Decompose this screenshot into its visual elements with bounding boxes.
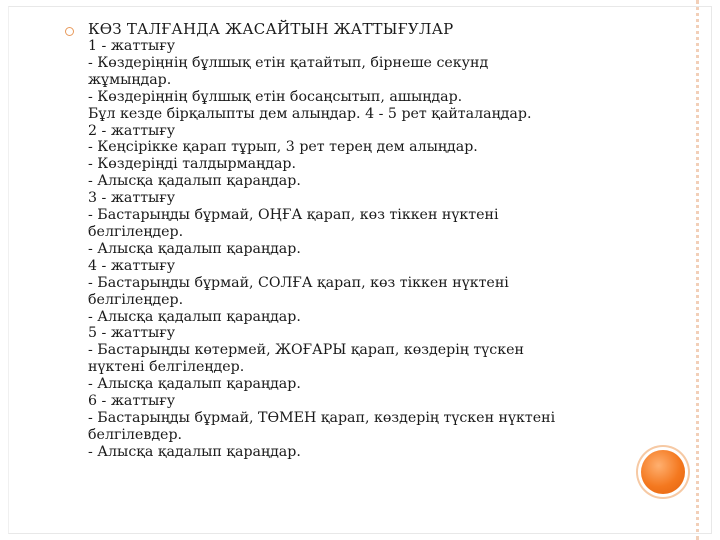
text-line: - Бастарыңды бұрмай, СОЛҒА қарап, көз тіккен нүктені xyxy=(88,274,509,291)
text-line: - Алысқа қадалып қараңдар. xyxy=(88,376,301,393)
text-line: - Көздеріңді талдырмаңдар. xyxy=(88,156,296,173)
text-line: 3 - жаттығу xyxy=(88,190,176,207)
text-line: белгілевдер. xyxy=(88,426,183,443)
text-line: 1 - жаттығу xyxy=(88,38,176,54)
text-line: - Көздеріңнің бұлшық етін қатайтып, бірнеше секунд xyxy=(88,54,489,71)
decorative-dotted-rule xyxy=(696,0,699,540)
text-line: - Көздеріңнің бұлшық етін босаңсытып, ашыңдар. xyxy=(88,88,463,105)
orange-circle-icon xyxy=(641,450,685,494)
text-line: белгілеңдер. xyxy=(88,291,184,308)
text-line: - Бастарыңды көтермей, ЖОҒАРЫ қарап, көздерің түскен xyxy=(88,342,524,359)
text-line: 4 - жаттығу xyxy=(88,257,176,274)
text-line: Бұл кезде бірқалыпты дем алыңдар. 4 - 5 рет қайталаңдар. xyxy=(88,105,532,122)
text-line: - Бастарыңды бұрмай, ОҢҒА қарап, көз тіккен нүктені xyxy=(88,207,499,224)
text-line: 2 - жаттығу xyxy=(88,122,176,139)
bullet-icon xyxy=(65,27,74,36)
text-line: - Кеңсірікке қарап тұрып, 3 рет терең дем алыңдар. xyxy=(88,139,478,156)
text-line: - Алысқа қадалып қараңдар. xyxy=(88,240,301,257)
text-line: нүктені белгілеңдер. xyxy=(88,359,245,376)
text-line: - Алысқа қадалып қараңдар. xyxy=(88,443,301,460)
text-line: 5 - жаттығу xyxy=(88,325,176,342)
text-line: - Бастарыңды бұрмай, ТӨМЕН қарап, көздерің түскен нүктені xyxy=(88,409,556,426)
text-line: белгілеңдер. xyxy=(88,223,184,240)
exercise-list xyxy=(88,38,688,461)
text-line: - Алысқа қадалып қараңдар. xyxy=(88,308,301,325)
text-line: - Алысқа қадалып қараңдар. xyxy=(88,173,301,190)
slide-title: КӨЗ ТАЛҒАНДА ЖАСАЙТЫН ЖАТТЫҒУЛАР xyxy=(88,20,454,38)
text-line: жұмыңдар. xyxy=(88,71,172,88)
text-line: 6 - жаттығу xyxy=(88,393,176,410)
slide-content xyxy=(88,20,688,461)
